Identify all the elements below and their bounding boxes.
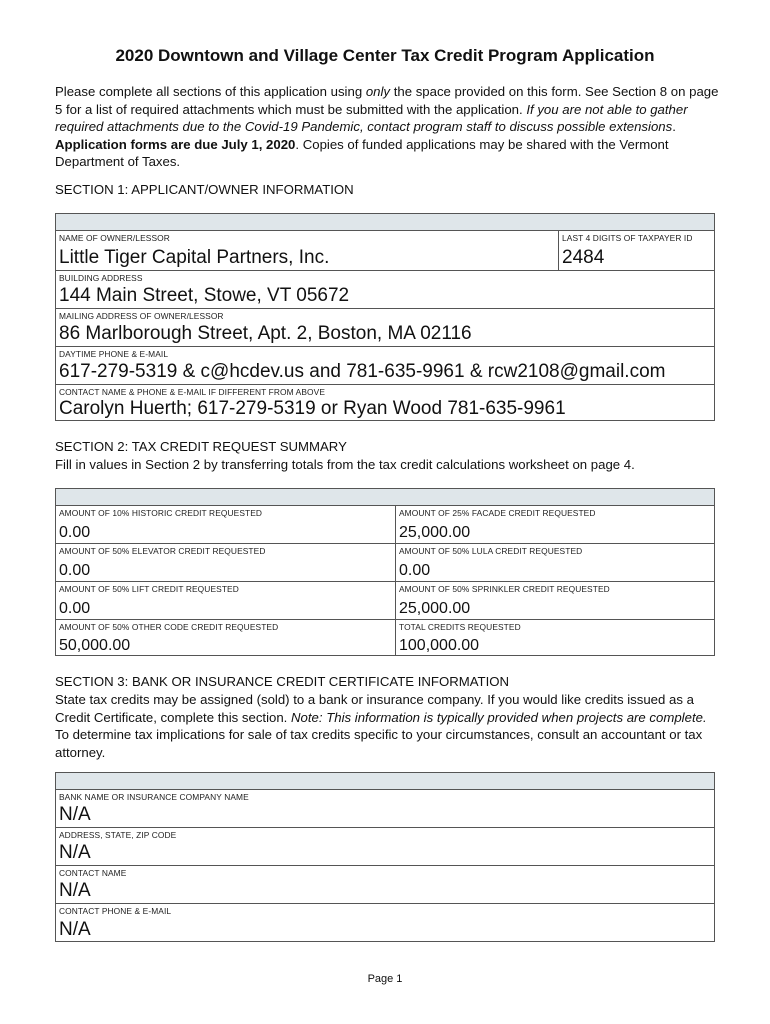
lula-cell[interactable] <box>395 544 714 581</box>
building-value[interactable]: 144 Main Street, Stowe, VT 05672 <box>59 285 350 306</box>
mailing-label: MAILING ADDRESS OF OWNER/LESSOR <box>59 311 224 321</box>
total-cell[interactable] <box>395 620 714 656</box>
section3-heading: SECTION 3: BANK OR INSURANCE CREDIT CERTIFICATE INFORMATION <box>55 674 510 689</box>
intro-emphasis-only: only <box>365 84 391 99</box>
phone-label: DAYTIME PHONE & E-MAIL <box>59 349 169 359</box>
credit-row-2 <box>56 544 714 582</box>
bank-address-value[interactable]: N/A <box>59 842 91 863</box>
credit-row-1 <box>56 506 714 544</box>
total-value[interactable]: 100,000.00 <box>399 637 480 654</box>
elevator-value[interactable]: 0.00 <box>59 562 91 579</box>
contact-row[interactable] <box>56 385 714 421</box>
historic-label: AMOUNT OF 10% HISTORIC CREDIT REQUESTED <box>59 508 263 518</box>
credit-row-3 <box>56 582 714 620</box>
owner-value[interactable]: Little Tiger Capital Partners, Inc. <box>59 247 330 268</box>
lift-cell[interactable] <box>56 582 395 619</box>
taxid-label: LAST 4 DIGITS OF TAXPAYER ID <box>562 233 693 243</box>
bank-address-row[interactable] <box>56 828 714 866</box>
owner-label: NAME OF OWNER/LESSOR <box>59 233 170 243</box>
page-title: 2020 Downtown and Village Center Tax Credit Program Application <box>115 46 655 65</box>
bank-phone-row[interactable] <box>56 904 714 942</box>
contact-value[interactable]: Carolyn Huerth; 617-279-5319 or Ryan Wood 781-635-9961 <box>59 398 566 419</box>
bank-contact-label: CONTACT NAME <box>59 868 127 878</box>
bank-contact-value[interactable]: N/A <box>59 880 91 901</box>
contact-label: CONTACT NAME & PHONE & E-MAIL IF DIFFERENT FROM ABOVE <box>59 387 326 397</box>
other-value[interactable]: 50,000.00 <box>59 637 131 654</box>
other-cell[interactable] <box>56 620 395 656</box>
facade-value[interactable]: 25,000.00 <box>399 524 471 541</box>
taxid-cell[interactable] <box>558 231 714 270</box>
facade-cell[interactable] <box>395 506 714 543</box>
intro-due-date: Application forms are due July 1, 2020 <box>55 136 296 152</box>
section2-text: Fill in values in Section 2 by transferring totals from the tax credit calculations worksheet on page 4. <box>55 457 635 472</box>
bank-value[interactable]: N/A <box>59 804 91 825</box>
section3-text-2: To determine tax implications for sale of tax credits specific to your circumstances, consult an accountant or tax attorney. <box>55 727 703 760</box>
owner-cell[interactable] <box>56 231 558 270</box>
intro-text-2: the space provided on this form. See Section 8 on page 5 for a list of required attachments which must be submitted with the application. <box>55 84 719 117</box>
historic-value[interactable]: 0.00 <box>59 524 91 541</box>
lula-value[interactable]: 0.00 <box>399 562 431 579</box>
sprinkler-value[interactable]: 25,000.00 <box>399 600 471 617</box>
elevator-cell[interactable] <box>56 544 395 581</box>
phone-row[interactable] <box>56 347 714 385</box>
owner-row <box>56 231 714 271</box>
bank-address-label: ADDRESS, STATE, ZIP CODE <box>59 830 177 840</box>
taxid-value[interactable]: 2484 <box>562 247 605 268</box>
other-label: AMOUNT OF 50% OTHER CODE CREDIT REQUESTED <box>59 622 279 632</box>
lift-value[interactable]: 0.00 <box>59 600 91 617</box>
section3-header-bar <box>56 773 714 790</box>
bank-phone-value[interactable]: N/A <box>59 919 91 940</box>
page-number: Page 1 <box>367 973 403 985</box>
lift-label: AMOUNT OF 50% LIFT CREDIT REQUESTED <box>59 584 239 594</box>
section2-form <box>55 488 715 656</box>
section2-header-bar <box>56 489 714 506</box>
bank-row[interactable] <box>56 790 714 828</box>
historic-cell[interactable] <box>56 506 395 543</box>
section1-form <box>55 213 715 421</box>
intro-covid-note: If you are not able to gather required attachments due to the Covid-19 Pandemic, contact program staff to discuss possible extensions <box>55 101 688 135</box>
section3-note: Note: This information is typically provided when projects are complete. <box>291 709 707 725</box>
section1-header-bar <box>56 214 714 231</box>
facade-label: AMOUNT OF 25% FACADE CREDIT REQUESTED <box>399 508 596 518</box>
mailing-row[interactable] <box>56 309 714 347</box>
credit-row-4 <box>56 620 714 656</box>
phone-value[interactable]: 617-279-5319 & c@hcdev.us and 781-635-9961 & rcw2108@gmail.com <box>59 361 666 382</box>
bank-contact-row[interactable] <box>56 866 714 904</box>
building-label: BUILDING ADDRESS <box>59 273 143 283</box>
intro-paragraph <box>55 83 723 171</box>
mailing-value[interactable]: 86 Marlborough Street, Apt. 2, Boston, MA 02116 <box>59 323 472 344</box>
total-label: TOTAL CREDITS REQUESTED <box>399 622 521 632</box>
section3-form <box>55 772 715 942</box>
intro-text-4: . Copies of funded applications may be shared with the Vermont Department of Taxes. <box>55 136 669 170</box>
sprinkler-cell[interactable] <box>395 582 714 619</box>
sprinkler-label: AMOUNT OF 50% SPRINKLER CREDIT REQUESTED <box>399 584 610 594</box>
bank-phone-label: CONTACT PHONE & E-MAIL <box>59 906 172 916</box>
building-row[interactable] <box>56 271 714 309</box>
elevator-label: AMOUNT OF 50% ELEVATOR CREDIT REQUESTED <box>59 546 266 556</box>
lula-label: AMOUNT OF 50% LULA CREDIT REQUESTED <box>399 546 583 556</box>
section3-text <box>55 691 723 761</box>
intro-text-3: . <box>672 119 676 135</box>
section1-heading: SECTION 1: APPLICANT/OWNER INFORMATION <box>55 182 354 197</box>
section3-text-1: State tax credits may be assigned (sold) to a bank or insurance company. If you would like credits issued as a Credit Certificate, complete this section. <box>55 692 694 725</box>
bank-label: BANK NAME OR INSURANCE COMPANY NAME <box>59 792 249 802</box>
intro-text-1: Please complete all sections of this application using <box>55 84 366 99</box>
section2-heading: SECTION 2: TAX CREDIT REQUEST SUMMARY <box>55 439 347 454</box>
